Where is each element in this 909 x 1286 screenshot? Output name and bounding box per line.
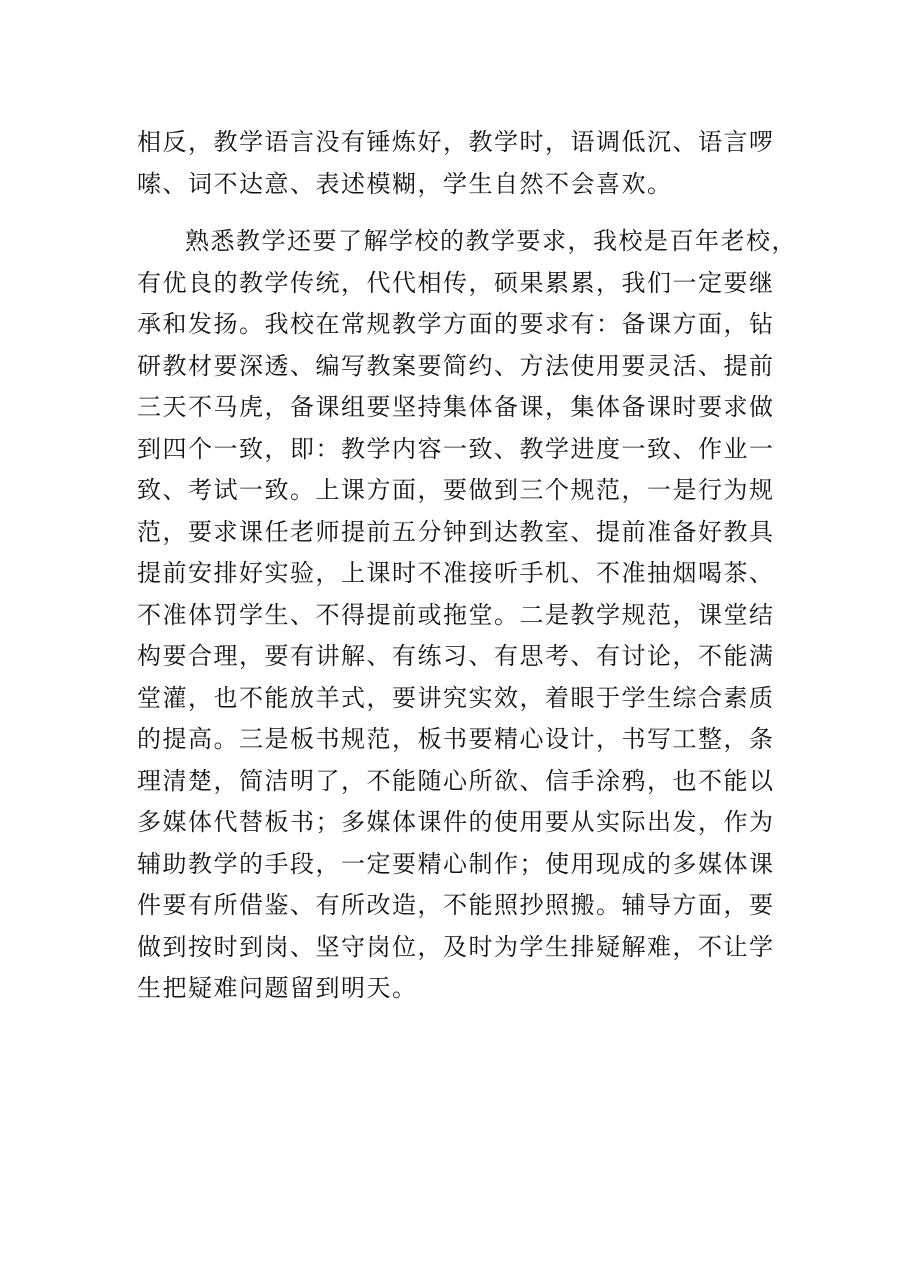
text-line: 构要合理，要有讲解、有练习、有思考、有讨论，不能满 — [137, 642, 775, 670]
text-line: 研教材要深透、编写教案要简约、方法使用要灵活、提前 — [137, 351, 775, 380]
text-line: 到四个一致，即：教学内容一致、教学进度一致、作业一 — [137, 434, 775, 463]
text-line: 有优良的教学传统，代代相传，硕果累累，我们一定要继 — [137, 268, 775, 297]
document-body — [137, 122, 797, 1010]
text-line: 不准体罚学生、不得提前或拖堂。二是教学规范，课堂结 — [137, 600, 775, 629]
text-line: 堂灌，也不能放羊式，要讲究实效，着眼于学生综合素质 — [137, 683, 775, 712]
text-line: 理清楚，简洁明了，不能随心所欲、信手涂鸦，也不能以 — [137, 766, 775, 795]
text-line: 件要有所借鉴、有所改造，不能照抄照搬。辅导方面，要 — [137, 891, 775, 919]
text-line: 生把疑难问题留到明天。 — [137, 974, 418, 1002]
paragraph-2 — [137, 221, 797, 1010]
text-line: 熟悉教学还要了解学校的教学要求，我校是百年老校， — [185, 227, 797, 255]
text-line: 三天不马虎，备课组要坚持集体备课，集体备课时要求做 — [137, 393, 775, 421]
text-line: 承和发扬。我校在常规教学方面的要求有：备课方面，钻 — [137, 310, 775, 338]
text-line: 辅助教学的手段，一定要精心制作；使用现成的多媒体课 — [137, 849, 775, 878]
text-line: 做到按时到岗、坚守岗位，及时为学生排疑解难，不让学 — [137, 932, 775, 961]
text-line: 相反，教学语言没有锤炼好，教学时，语调低沉、语言啰 — [137, 128, 775, 156]
text-line: 提前安排好实验，上课时不准接听手机、不准抽烟喝茶、 — [137, 559, 775, 587]
text-line: 致、考试一致。上课方面，要做到三个规范，一是行为规 — [137, 476, 775, 504]
text-line: 范，要求课任老师提前五分钟到达教室、提前准备好教具 — [137, 517, 775, 546]
text-line: 的提高。三是板书规范，板书要精心设计，书写工整，条 — [137, 725, 775, 753]
text-line: 多媒体代替板书；多媒体课件的使用要从实际出发，作为 — [137, 808, 775, 836]
text-line: 嗦、词不达意、表述模糊，学生自然不会喜欢。 — [137, 169, 673, 198]
paragraph-1 — [137, 122, 777, 205]
